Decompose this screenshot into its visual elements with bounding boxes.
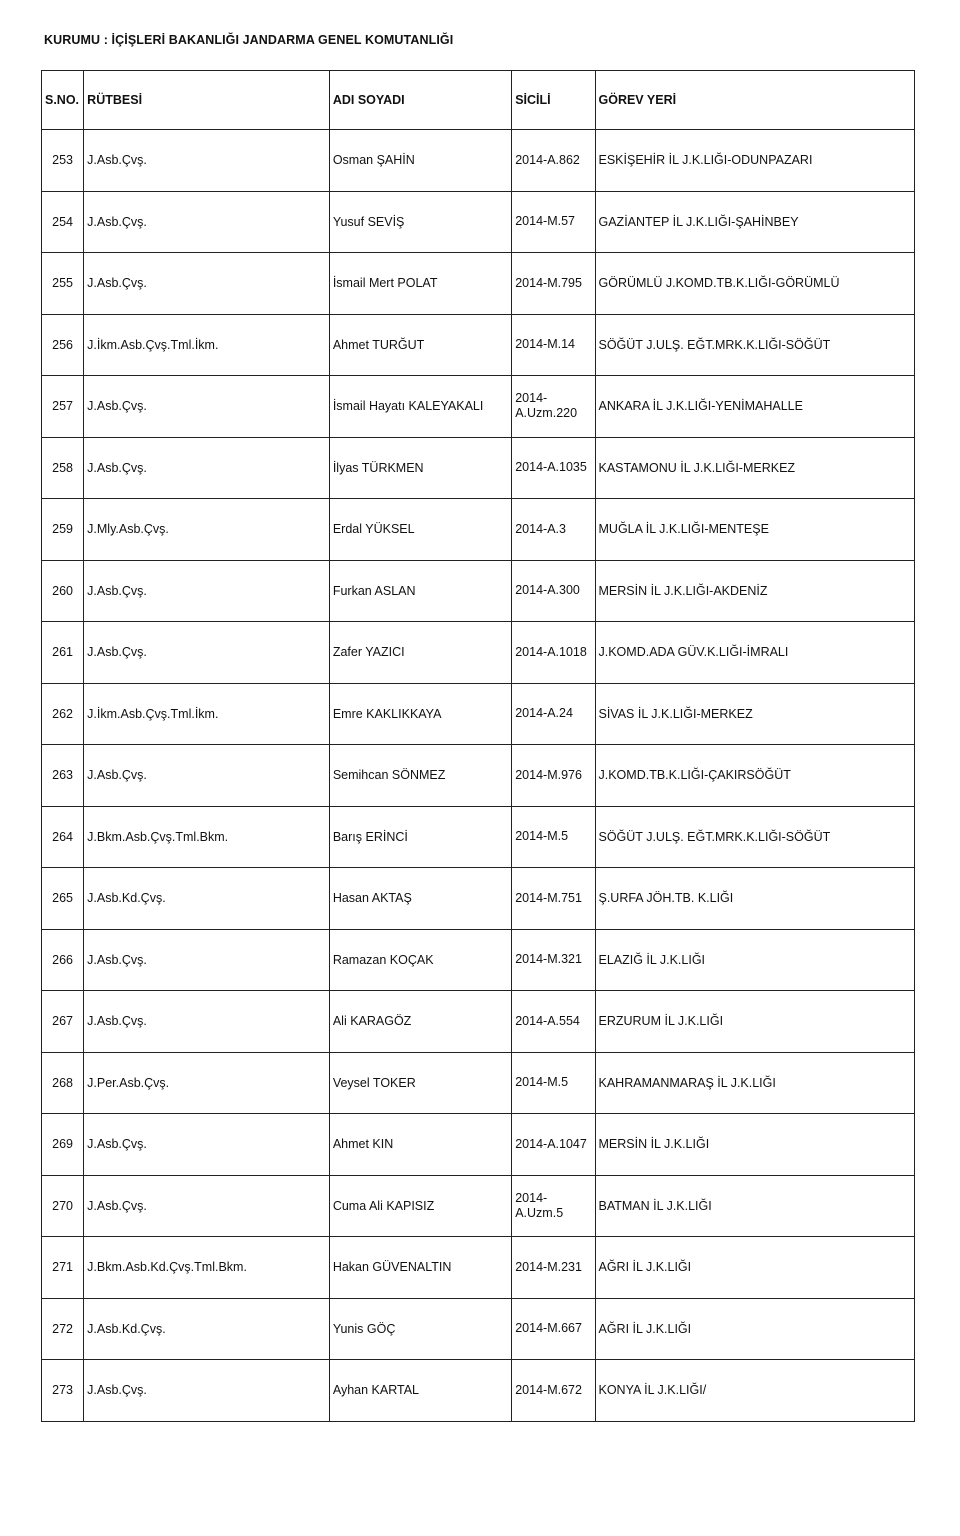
cell-registry: 2014-A.1018 bbox=[512, 622, 595, 684]
cell-sno: 258 bbox=[42, 437, 84, 499]
cell-name: Barış ERİNCİ bbox=[329, 806, 511, 868]
table-row bbox=[42, 683, 915, 745]
cell-registry: 2014-M.976 bbox=[512, 745, 595, 807]
cell-sno: 272 bbox=[42, 1298, 84, 1360]
cell-registry: 2014-M.57 bbox=[512, 191, 595, 253]
cell-registry: 2014-M.321 bbox=[512, 929, 595, 991]
cell-sno: 266 bbox=[42, 929, 84, 991]
cell-sno: 273 bbox=[42, 1360, 84, 1422]
table-row bbox=[42, 1175, 915, 1237]
cell-rank: J.Asb.Çvş. bbox=[84, 991, 330, 1053]
cell-sno: 262 bbox=[42, 683, 84, 745]
cell-rank: J.Asb.Çvş. bbox=[84, 1114, 330, 1176]
cell-sno: 265 bbox=[42, 868, 84, 930]
cell-duty: ANKARA İL J.K.LIĞI-YENİMAHALLE bbox=[595, 376, 915, 438]
cell-sno: 255 bbox=[42, 253, 84, 315]
cell-rank: J.Asb.Çvş. bbox=[84, 929, 330, 991]
cell-rank: J.Asb.Çvş. bbox=[84, 1360, 330, 1422]
cell-duty: MUĞLA İL J.K.LIĞI-MENTEŞE bbox=[595, 499, 915, 561]
cell-sno: 263 bbox=[42, 745, 84, 807]
cell-rank: J.Asb.Çvş. bbox=[84, 191, 330, 253]
cell-registry: 2014-M.14 bbox=[512, 314, 595, 376]
cell-duty: KONYA İL J.K.LIĞI/ bbox=[595, 1360, 915, 1422]
cell-name: Ali KARAGÖZ bbox=[329, 991, 511, 1053]
cell-duty: SÖĞÜT J.ULŞ. EĞT.MRK.K.LIĞI-SÖĞÜT bbox=[595, 314, 915, 376]
cell-name: Emre KAKLIKKAYA bbox=[329, 683, 511, 745]
cell-sno: 256 bbox=[42, 314, 84, 376]
cell-name: Cuma Ali KAPISIZ bbox=[329, 1175, 511, 1237]
table-row bbox=[42, 806, 915, 868]
cell-rank: J.Asb.Kd.Çvş. bbox=[84, 1298, 330, 1360]
table-row bbox=[42, 1237, 915, 1299]
table-row bbox=[42, 1298, 915, 1360]
table-row bbox=[42, 191, 915, 253]
table-row bbox=[42, 130, 915, 192]
cell-duty: Ş.URFA JÖH.TB. K.LIĞI bbox=[595, 868, 915, 930]
cell-rank: J.Asb.Çvş. bbox=[84, 745, 330, 807]
cell-registry: 2014-A.3 bbox=[512, 499, 595, 561]
cell-name: Osman ŞAHİN bbox=[329, 130, 511, 192]
cell-duty: J.KOMD.ADA GÜV.K.LIĞI-İMRALI bbox=[595, 622, 915, 684]
cell-sno: 271 bbox=[42, 1237, 84, 1299]
cell-duty: BATMAN İL J.K.LIĞI bbox=[595, 1175, 915, 1237]
cell-rank: J.Asb.Çvş. bbox=[84, 1175, 330, 1237]
cell-name: Ayhan KARTAL bbox=[329, 1360, 511, 1422]
cell-registry: 2014-A.24 bbox=[512, 683, 595, 745]
header-registry: SİCİLİ bbox=[512, 71, 595, 130]
cell-registry: 2014-M.5 bbox=[512, 1052, 595, 1114]
cell-duty: AĞRI İL J.K.LIĞI bbox=[595, 1298, 915, 1360]
header-sno: S.NO. bbox=[42, 71, 84, 130]
cell-rank: J.Asb.Çvş. bbox=[84, 560, 330, 622]
cell-registry: 2014-M.667 bbox=[512, 1298, 595, 1360]
cell-registry: 2014-M.5 bbox=[512, 806, 595, 868]
cell-rank: J.Asb.Çvş. bbox=[84, 437, 330, 499]
cell-duty: MERSİN İL J.K.LIĞI-AKDENİZ bbox=[595, 560, 915, 622]
table-row bbox=[42, 1052, 915, 1114]
cell-name: Semihcan SÖNMEZ bbox=[329, 745, 511, 807]
table-row bbox=[42, 1114, 915, 1176]
cell-sno: 257 bbox=[42, 376, 84, 438]
cell-name: Hakan GÜVENALTIN bbox=[329, 1237, 511, 1299]
cell-name: Erdal YÜKSEL bbox=[329, 499, 511, 561]
table-body bbox=[42, 130, 915, 1422]
cell-registry: 2014-M.672 bbox=[512, 1360, 595, 1422]
table-header-row bbox=[42, 71, 915, 130]
cell-duty: GÖRÜMLÜ J.KOMD.TB.K.LIĞI-GÖRÜMLÜ bbox=[595, 253, 915, 315]
cell-sno: 261 bbox=[42, 622, 84, 684]
cell-rank: J.Per.Asb.Çvş. bbox=[84, 1052, 330, 1114]
cell-registry: 2014-A.554 bbox=[512, 991, 595, 1053]
document-title: KURUMU : İÇİŞLERİ BAKANLIĞI JANDARMA GENEL KOMUTANLIĞI bbox=[44, 33, 454, 47]
table-row bbox=[42, 499, 915, 561]
cell-duty: KAHRAMANMARAŞ İL J.K.LIĞI bbox=[595, 1052, 915, 1114]
table-row bbox=[42, 314, 915, 376]
cell-name: Yunis GÖÇ bbox=[329, 1298, 511, 1360]
header-name: ADI SOYADI bbox=[329, 71, 511, 130]
cell-duty: KASTAMONU İL J.K.LIĞI-MERKEZ bbox=[595, 437, 915, 499]
cell-sno: 267 bbox=[42, 991, 84, 1053]
cell-registry: 2014-M.231 bbox=[512, 1237, 595, 1299]
table-row bbox=[42, 868, 915, 930]
cell-duty: ELAZIĞ İL J.K.LIĞI bbox=[595, 929, 915, 991]
cell-name: Furkan ASLAN bbox=[329, 560, 511, 622]
cell-name: Ahmet TURĞUT bbox=[329, 314, 511, 376]
cell-name: Ahmet KIN bbox=[329, 1114, 511, 1176]
header-duty: GÖREV YERİ bbox=[595, 71, 915, 130]
cell-duty: SİVAS İL J.K.LIĞI-MERKEZ bbox=[595, 683, 915, 745]
table-row bbox=[42, 253, 915, 315]
table-row bbox=[42, 991, 915, 1053]
cell-name: Yusuf SEVİŞ bbox=[329, 191, 511, 253]
cell-name: Ramazan KOÇAK bbox=[329, 929, 511, 991]
cell-sno: 264 bbox=[42, 806, 84, 868]
cell-registry: 2014-M.751 bbox=[512, 868, 595, 930]
cell-registry: 2014-A.1035 bbox=[512, 437, 595, 499]
cell-name: İsmail Mert POLAT bbox=[329, 253, 511, 315]
cell-sno: 270 bbox=[42, 1175, 84, 1237]
cell-duty: AĞRI İL J.K.LIĞI bbox=[595, 1237, 915, 1299]
header-rank: RÜTBESİ bbox=[84, 71, 330, 130]
cell-duty: GAZİANTEP İL J.K.LIĞI-ŞAHİNBEY bbox=[595, 191, 915, 253]
cell-registry: 2014-A.Uzm.220 bbox=[512, 376, 595, 438]
cell-duty: ERZURUM İL J.K.LIĞI bbox=[595, 991, 915, 1053]
table-row bbox=[42, 376, 915, 438]
table-row bbox=[42, 745, 915, 807]
cell-rank: J.İkm.Asb.Çvş.Tml.İkm. bbox=[84, 683, 330, 745]
cell-registry: 2014-A.Uzm.5 bbox=[512, 1175, 595, 1237]
cell-name: Hasan AKTAŞ bbox=[329, 868, 511, 930]
cell-duty: SÖĞÜT J.ULŞ. EĞT.MRK.K.LIĞI-SÖĞÜT bbox=[595, 806, 915, 868]
cell-rank: J.Asb.Çvş. bbox=[84, 376, 330, 438]
cell-sno: 253 bbox=[42, 130, 84, 192]
cell-sno: 254 bbox=[42, 191, 84, 253]
table-row bbox=[42, 622, 915, 684]
cell-name: İsmail Hayatı KALEYAKALI bbox=[329, 376, 511, 438]
cell-registry: 2014-A.300 bbox=[512, 560, 595, 622]
cell-rank: J.Mly.Asb.Çvş. bbox=[84, 499, 330, 561]
cell-sno: 259 bbox=[42, 499, 84, 561]
cell-rank: J.Bkm.Asb.Çvş.Tml.Bkm. bbox=[84, 806, 330, 868]
table-row bbox=[42, 437, 915, 499]
cell-rank: J.İkm.Asb.Çvş.Tml.İkm. bbox=[84, 314, 330, 376]
table-row bbox=[42, 1360, 915, 1422]
cell-name: Veysel TOKER bbox=[329, 1052, 511, 1114]
cell-duty: MERSİN İL J.K.LIĞI bbox=[595, 1114, 915, 1176]
cell-registry: 2014-M.795 bbox=[512, 253, 595, 315]
cell-sno: 260 bbox=[42, 560, 84, 622]
cell-rank: J.Asb.Çvş. bbox=[84, 130, 330, 192]
cell-name: İlyas TÜRKMEN bbox=[329, 437, 511, 499]
cell-rank: J.Bkm.Asb.Kd.Çvş.Tml.Bkm. bbox=[84, 1237, 330, 1299]
cell-rank: J.Asb.Kd.Çvş. bbox=[84, 868, 330, 930]
cell-duty: ESKİŞEHİR İL J.K.LIĞI-ODUNPAZARI bbox=[595, 130, 915, 192]
cell-duty: J.KOMD.TB.K.LIĞI-ÇAKIRSÖĞÜT bbox=[595, 745, 915, 807]
cell-name: Zafer YAZICI bbox=[329, 622, 511, 684]
cell-sno: 269 bbox=[42, 1114, 84, 1176]
cell-rank: J.Asb.Çvş. bbox=[84, 253, 330, 315]
cell-rank: J.Asb.Çvş. bbox=[84, 622, 330, 684]
cell-registry: 2014-A.862 bbox=[512, 130, 595, 192]
table-row bbox=[42, 929, 915, 991]
cell-registry: 2014-A.1047 bbox=[512, 1114, 595, 1176]
personnel-table bbox=[41, 70, 915, 1422]
table-row bbox=[42, 560, 915, 622]
cell-sno: 268 bbox=[42, 1052, 84, 1114]
